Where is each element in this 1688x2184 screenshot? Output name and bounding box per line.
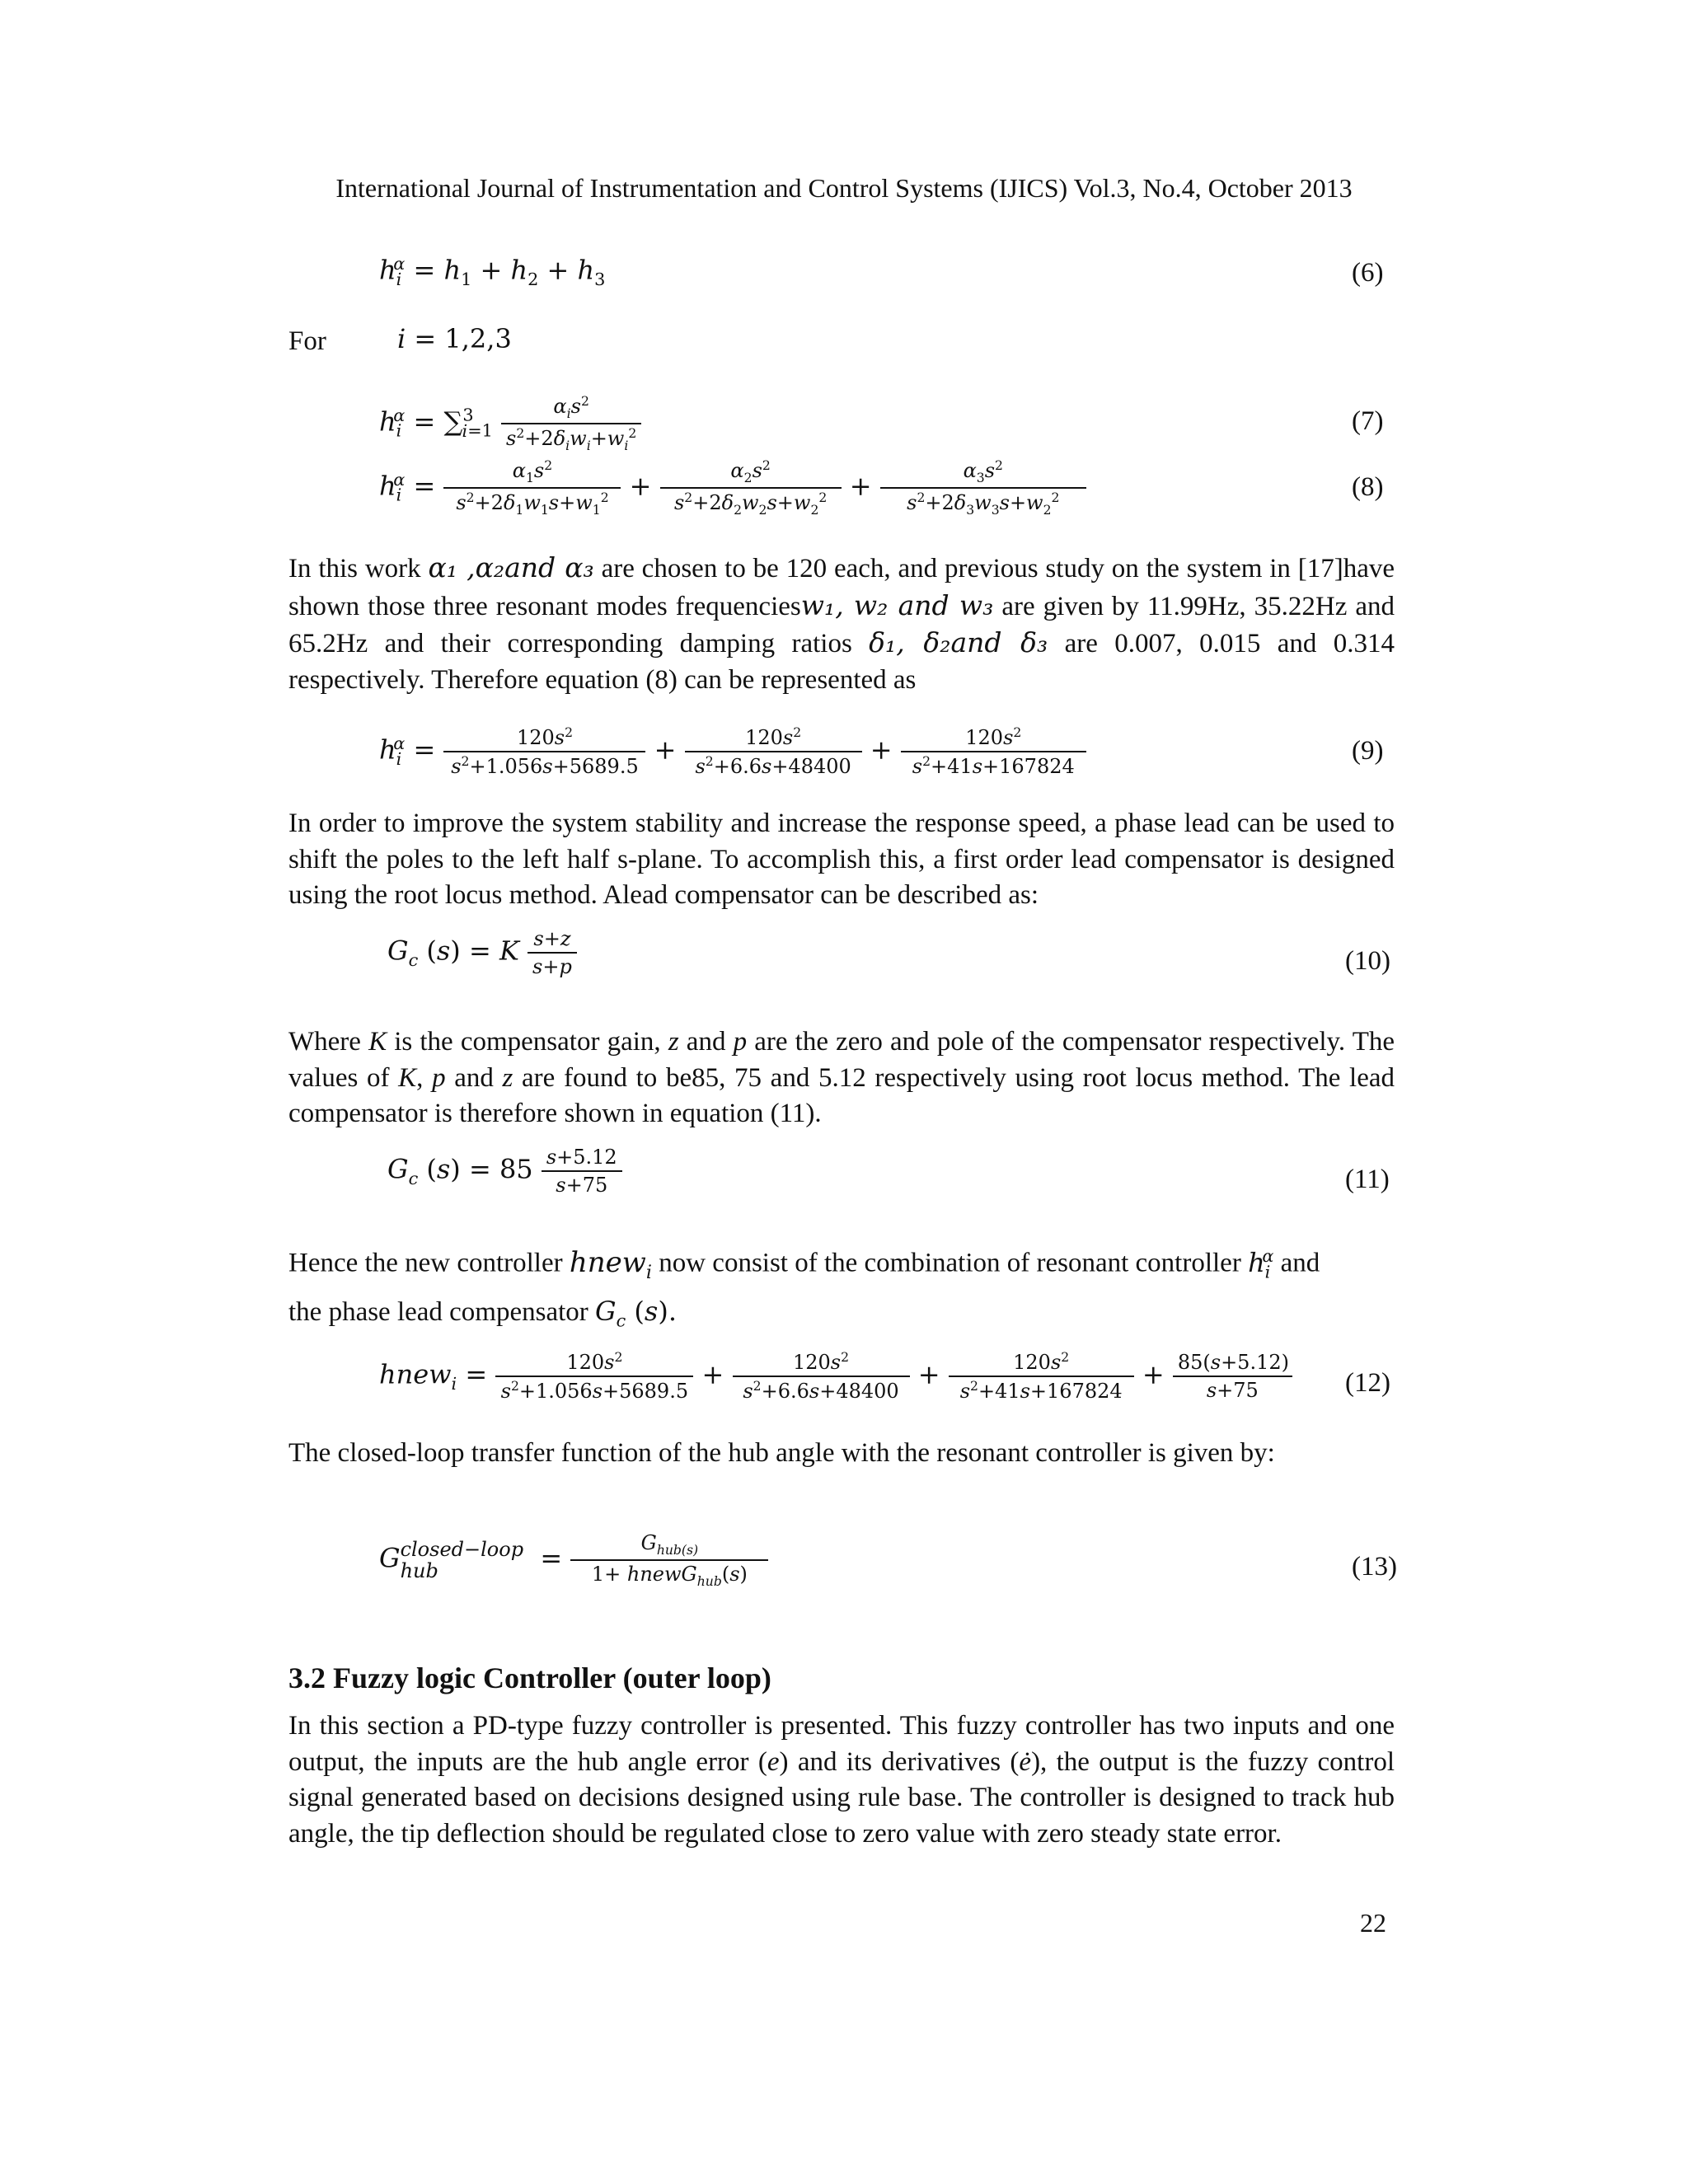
para3-text-6: and <box>445 1062 503 1093</box>
symbol-p: p <box>733 1027 748 1057</box>
para3-text-5: , <box>416 1062 433 1093</box>
para3-text-4: are the zero and pole of the compensator respectively. The values of <box>288 1027 1395 1093</box>
para4-text-3: and <box>1273 1248 1320 1278</box>
eq-number-8: (8) <box>1352 472 1384 502</box>
symbol-e: e <box>767 1746 780 1777</box>
index-range: i = 1,2,3 <box>397 323 512 354</box>
delta-list: δ₁, δ₂and δ₃ <box>869 626 1048 658</box>
equation-11: $G_c$ (s) = 85 $\frac{s+5.12}{s+75}$ <box>387 1146 622 1197</box>
eq-number-6: (6) <box>1352 258 1384 288</box>
para6-text-1: In this section a PD-type fuzzy controller is presented. This fuzzy controller has two inputs and one output, the inputs are the hub angle error ( <box>288 1711 1395 1777</box>
symbol-K-2: K <box>398 1062 417 1093</box>
symbol-p-2: p <box>432 1062 446 1093</box>
paragraph-compensator-values <box>288 1024 1395 1132</box>
symbol-K: K <box>368 1027 387 1057</box>
equation-10: $G_c$ (s) = K $\frac{s+z}{s+p}$ <box>387 927 577 978</box>
equation-9: $h_i^\alpha$ = $\frac{120s^2}{s^2+1.056s+5689.5}$ + $\frac{120s^2}{s^2+6.6s+48400}$ + $\frac{120s^2}{s^2+41s+167824}$ <box>379 725 1086 778</box>
eq-number-10: (10) <box>1345 946 1390 976</box>
para6-text-2: ) and its derivatives ( <box>779 1746 1020 1777</box>
para1-text-4: are 0.007, 0.015 and 0.314 respectively. Therefore equation (8) can be represented as <box>288 629 1395 695</box>
eq-number-11: (11) <box>1345 1165 1390 1194</box>
equation-8: $h_i^\alpha$ = $\frac{\alpha_1s^2}{s^2+2\delta_1w_1s+w_1^2}$ + $\frac{\alpha_2s^2}{s^2+2\delta_2w_2s+w_2^2}$ + $\frac{\alpha_3s^2}{s^2+2\delta_3w_3s+w_2^2}$ <box>379 458 1086 518</box>
paragraph-new-controller: Hence the new controller hnew$_i$ now consist of the combination of resonant controller $h_i^\alpha$ and the phase lead compensator $G_c$ (s). <box>288 1245 1320 1331</box>
eq-number-9: (9) <box>1352 736 1384 766</box>
journal-header: International Journal of Instrumentation and Control Systems (IJICS) Vol.3, No.4, October 2013 <box>335 173 1353 203</box>
w-list: w₁, w₂ and w₃ <box>800 588 994 621</box>
para6-text-3: ), the output is the fuzzy control signal generated based on decisions designed using rule base. The controller is designed to track hub angle, the tip deflection should be regulated close to zero value with zero steady state error. <box>288 1746 1395 1849</box>
paragraph-phase-lead: In order to improve the system stability and increase the response speed, a phase lead can be used to shift the poles to the left half s-plane. To accomplish this, a first order lead compensator is designed using the root locus method. Alead compensator can be described as: <box>288 808 1395 910</box>
for-label: For <box>288 326 326 356</box>
symbol-edot: ė <box>1019 1746 1032 1777</box>
equation-7: $h_i^\alpha = \sum^3_{i=1}$ $\frac{\alpha_is^2}{s^2+2\delta_iw_i+w_i^2}$ <box>379 394 641 453</box>
paragraph-resonant-parameters <box>288 550 1395 698</box>
page-number: 22 <box>1360 1908 1386 1938</box>
eq-number-7: (7) <box>1352 406 1384 436</box>
para1-text-2: are chosen to be 120 each, and previous study on the system in [17]have shown those three resonant modes frequencies <box>288 554 1395 621</box>
para3-text-1: Where <box>288 1027 369 1057</box>
symbol-z-2: z <box>502 1062 513 1093</box>
para4-text-4: the phase lead compensator <box>288 1297 596 1328</box>
eq-number-13: (13) <box>1352 1552 1397 1582</box>
paragraph-fuzzy-controller <box>288 1708 1395 1852</box>
paragraph-closed-loop: The closed-loop transfer function of the hub angle with the resonant controller is given by: <box>288 1438 1275 1468</box>
alpha-list: α₁ ,α₂and α₃ <box>428 551 594 583</box>
para3-text-2: is the compensator gain, <box>387 1027 668 1057</box>
equation-13: G closed−loop hub = $\frac{G_{hub(s)}}{1+ hnewG_{hub}(s)}$ <box>379 1531 768 1589</box>
para4-text-1: Hence the new controller <box>288 1248 570 1278</box>
equation-6: $h_i^\alpha = h_1 + h_2 + h_3$ <box>379 254 606 290</box>
para1-text-3: are given by 11.99Hz, 35.22Hz and 65.2Hz and their corresponding damping ratios <box>288 591 1395 658</box>
para1-text-1: In this work <box>288 554 421 583</box>
symbol-z: z <box>668 1027 679 1057</box>
para3-text-3: and <box>678 1027 734 1057</box>
equation-12: hnew$_i$ = $\frac{120s^2}{s^2+1.056s+5689.5}$ + $\frac{120s^2}{s^2+6.6s+48400}$ + $\frac{120s^2}{s^2+41s+167824}$ + $\frac{85(s+5.12)}{s+75}$ <box>379 1350 1292 1403</box>
eq-number-12: (12) <box>1345 1368 1390 1398</box>
para3-text-7: are found to be85, 75 and 5.12 respectively using root locus method. The lead compensator is therefore shown in equation (11). <box>288 1062 1395 1128</box>
para4-text-2: now consist of the combination of resonant controller <box>651 1248 1249 1278</box>
section-heading: 3.2 Fuzzy logic Controller (outer loop) <box>288 1661 771 1694</box>
